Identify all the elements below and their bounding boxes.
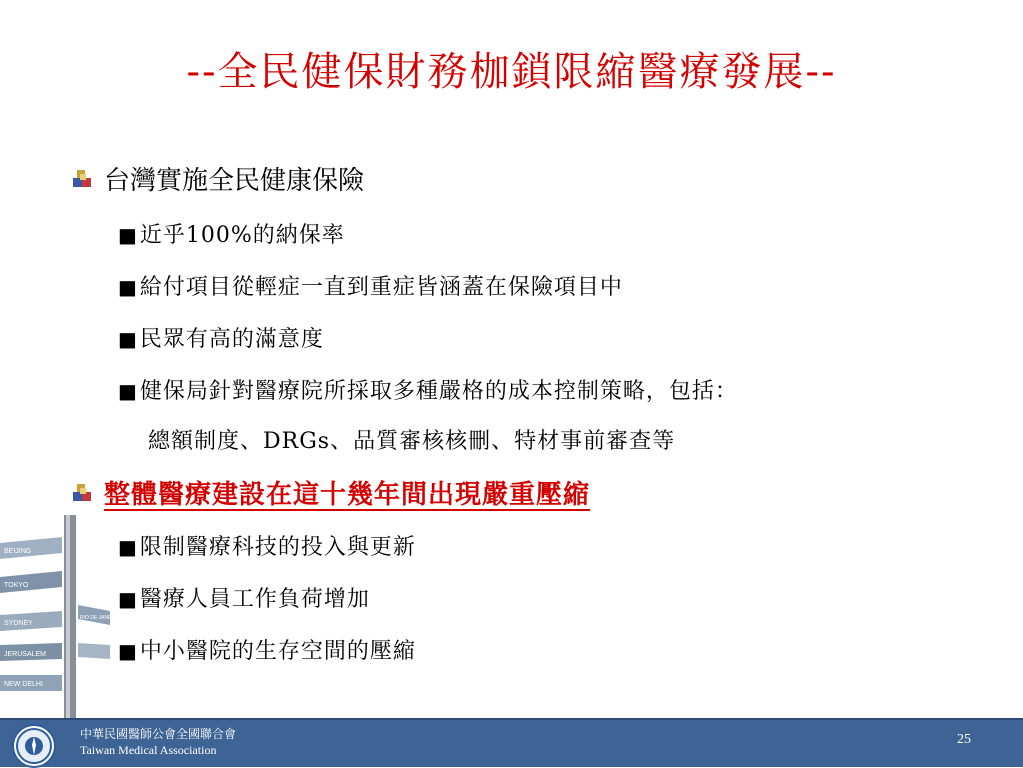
square-bullet: ■	[118, 379, 138, 403]
page-number: 25	[957, 732, 971, 747]
sub-item	[118, 634, 416, 665]
sub-item-text: 民眾有高的滿意度	[139, 327, 324, 352]
sub-item	[118, 530, 416, 561]
sub-item	[118, 270, 623, 301]
square-bullet: ■	[118, 327, 138, 351]
sub-item-text: 健保局針對醫療院所採取多種嚴格的成本控制策略，包括：	[139, 379, 738, 404]
square-bullet: ■	[118, 275, 138, 299]
sub-item	[118, 582, 370, 613]
footer-bar	[0, 718, 1023, 767]
signpost-image	[0, 515, 121, 725]
bullet-icon	[72, 168, 94, 190]
sub-item-text: 近乎100%的納保率	[139, 223, 345, 248]
square-bullet: ■	[118, 223, 138, 247]
bullet-icon	[72, 482, 94, 504]
sub-item	[118, 374, 738, 405]
bullet-item-label: 整體醫療建設在這十幾年間出現嚴重壓縮	[104, 480, 591, 510]
organization-name	[80, 726, 236, 758]
signpost-label: NEW DELHI	[4, 681, 43, 688]
sub-item-continuation: 總額制度、DRGs、品質審核核刪、特材事前審查等	[148, 429, 676, 454]
org-name-en: Taiwan Medical Association	[80, 743, 217, 757]
signpost-label: BEIJING	[4, 548, 32, 555]
square-bullet: ■	[118, 587, 138, 611]
square-bullet: ■	[118, 535, 138, 559]
bullet-item-label: 台灣實施全民健康保險	[104, 166, 365, 196]
sub-item-text: 醫療人員工作負荷增加	[139, 587, 370, 612]
sub-item-text: 限制醫療科技的投入與更新	[139, 535, 416, 560]
association-logo-icon	[12, 724, 56, 768]
signpost-label: JERUSALEM	[4, 651, 47, 658]
org-name-zh: 中華民國醫師公會全國聯合會	[80, 727, 237, 741]
square-bullet: ■	[118, 639, 138, 663]
signpost-label: RIO DE JANEIRO	[80, 615, 121, 621]
slide-title: --全民健保財務枷鎖限縮醫療發展--	[186, 49, 837, 95]
bullet-item-2	[72, 474, 590, 511]
sub-item	[118, 322, 324, 353]
sub-item-text: 中小醫院的生存空間的壓縮	[139, 639, 416, 664]
sub-item-text: 給付項目從輕症一直到重症皆涵蓋在保險項目中	[139, 275, 623, 300]
signpost-label: SYDNEY	[4, 620, 33, 627]
signpost-label: TOKYO	[4, 582, 29, 589]
sub-item	[118, 218, 345, 249]
bullet-item-1	[72, 160, 364, 197]
